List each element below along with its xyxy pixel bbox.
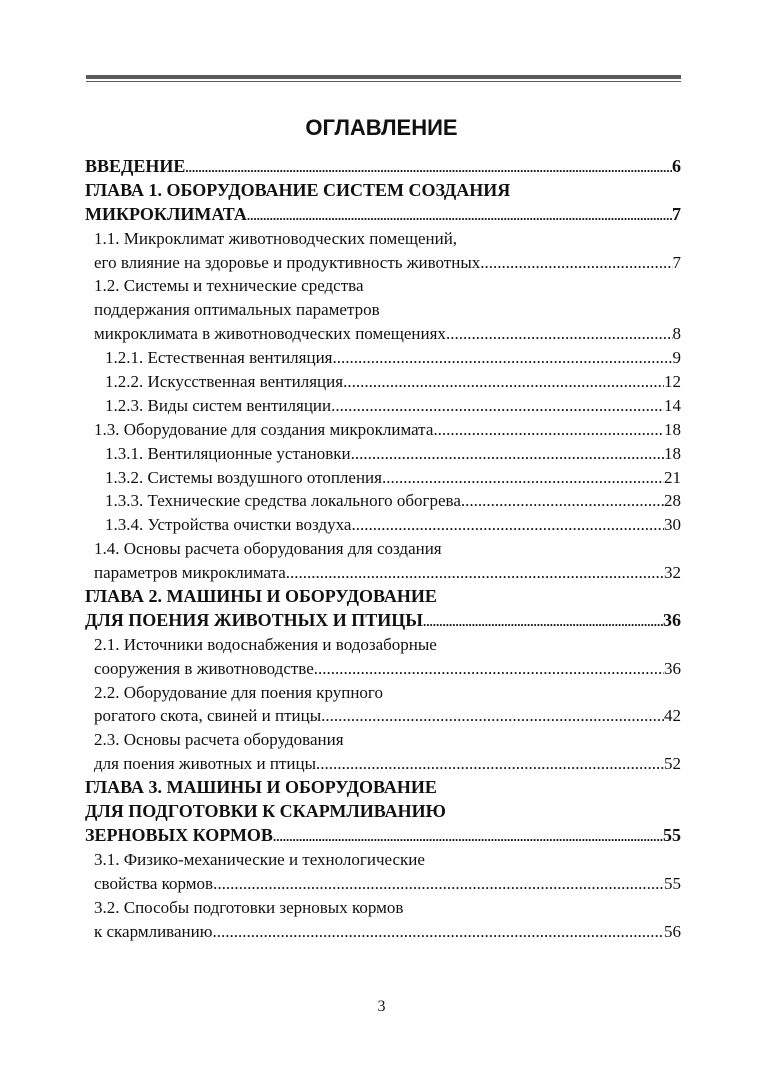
leader-dots: [423, 609, 663, 634]
toc-entry-1-2-2[interactable]: 1.2.2. Искусственная вентиляция ..... 12: [85, 370, 681, 394]
toc-entry-chapter-2-cont[interactable]: ДЛЯ ПОЕНИЯ ЖИВОТНЫХ И ПТИЦЫ ..... 36: [85, 609, 681, 633]
page-ref: 55: [664, 873, 681, 893]
toc-entry-chapter-3-cont[interactable]: ДЛЯ ПОДГОТОВКИ К СКАРМЛИВАНИЮ: [85, 801, 446, 822]
leader-dots: [480, 251, 672, 275]
toc-entry-1-3-2[interactable]: 1.3.2. Системы воздушного отопления ..... 21: [85, 466, 681, 490]
page-ref: 18: [664, 443, 681, 463]
page-ref: 14: [664, 395, 681, 415]
toc-entry-1-3-4[interactable]: 1.3.4. Устройства очистки воздуха ..... 30: [85, 513, 681, 537]
table-of-contents: [85, 155, 681, 943]
toc-entry-chapter-3-cont2[interactable]: ЗЕРНОВЫХ КОРМОВ ..... 55: [85, 824, 681, 848]
page-ref: 55: [663, 824, 681, 845]
toc-entry-1-2[interactable]: 1.2. Системы и технические средства: [94, 276, 364, 296]
toc-entry-3-1[interactable]: 3.1. Физико-механические и технологические: [94, 849, 425, 869]
page-ref: 7: [672, 203, 681, 224]
page-ref: 36: [663, 609, 681, 630]
toc-entry-chapter-1-cont[interactable]: МИКРОКЛИМАТА ..... 7: [85, 203, 681, 227]
page-ref: 36: [664, 658, 681, 678]
toc-entry-3-2-cont[interactable]: к скармливанию ..... 56: [85, 920, 681, 944]
leader-dots: [351, 513, 664, 537]
page-ref: 12: [664, 372, 681, 392]
page-ref: 52: [664, 754, 681, 774]
toc-entry-chapter-3[interactable]: ГЛАВА 3. МАШИНЫ И ОБОРУДОВАНИЕ: [85, 777, 437, 798]
toc-entry-3-1-cont[interactable]: свойства кормов ..... 55: [85, 872, 681, 896]
leader-dots: [314, 657, 664, 681]
toc-entry-2-3[interactable]: 2.3. Основы расчета оборудования: [94, 730, 344, 750]
leader-dots: [286, 561, 664, 585]
toc-entry-1-3-3[interactable]: 1.3.3. Технические средства локального обогрева ..... 28: [85, 489, 681, 513]
toc-entry-2-2[interactable]: 2.2. Оборудование для поения крупного: [94, 682, 383, 702]
toc-entry-2-3-cont[interactable]: для поения животных и птицы ..... 52: [85, 752, 681, 776]
toc-entry-1-2-cont2[interactable]: микроклимата в животноводческих помещениях ..... 8: [85, 322, 681, 346]
leader-dots: [247, 203, 672, 228]
toc-entry-1-2-cont[interactable]: поддержания оптимальных параметров: [94, 300, 380, 320]
toc-entry-1-3[interactable]: 1.3. Оборудование для создания микроклимата ..... 18: [85, 418, 681, 442]
top-rule-thin: [86, 81, 681, 82]
toc-entry-2-2-cont[interactable]: рогатого скота, свиней и птицы ..... 42: [85, 704, 681, 728]
toc-entry-intro[interactable]: ВВЕДЕНИЕ ..... 6: [85, 155, 681, 179]
page-title: ОГЛАВЛЕНИЕ: [305, 115, 458, 140]
page-ref: 30: [664, 515, 681, 535]
page-ref: 32: [664, 563, 681, 583]
top-rule-thick: [86, 75, 681, 79]
toc-entry-1-4-cont[interactable]: параметров микроклимата ..... 32: [85, 561, 681, 585]
toc-entry-1-1-cont[interactable]: его влияние на здоровье и продуктивность животных ..... 7: [85, 251, 681, 275]
toc-entry-chapter-1[interactable]: ГЛАВА 1. ОБОРУДОВАНИЕ СИСТЕМ СОЗДАНИЯ: [85, 179, 511, 200]
page-number: 3: [377, 998, 386, 1015]
toc-entry-1-2-1[interactable]: 1.2.1. Естественная вентиляция ..... 9: [85, 346, 681, 370]
leader-dots: [446, 322, 673, 346]
page-ref: 28: [664, 491, 681, 511]
page-ref: 18: [664, 419, 681, 439]
page-ref: 56: [664, 921, 681, 941]
toc-entry-2-1-cont[interactable]: сооружения в животноводстве ..... 36: [85, 657, 681, 681]
leader-dots: [333, 346, 673, 370]
page-ref: 42: [664, 706, 681, 726]
page-ref: 6: [672, 156, 681, 176]
toc-entry-1-2-3[interactable]: 1.2.3. Виды систем вентиляции ..... 14: [85, 394, 681, 418]
page-ref: 7: [672, 252, 681, 272]
page-ref: 8: [672, 324, 681, 344]
page-ref: 21: [664, 467, 681, 487]
leader-dots: [213, 872, 664, 896]
leader-dots: [321, 704, 664, 728]
toc-entry-1-1[interactable]: 1.1. Микроклимат животноводческих помещений,: [94, 228, 458, 248]
leader-dots: [273, 824, 663, 849]
leader-dots: [351, 442, 664, 466]
toc-entry-1-3-1[interactable]: 1.3.1. Вентиляционные установки ..... 18: [85, 442, 681, 466]
leader-dots: [382, 466, 664, 490]
toc-entry-chapter-2[interactable]: ГЛАВА 2. МАШИНЫ И ОБОРУДОВАНИЕ: [85, 586, 437, 607]
leader-dots: [331, 394, 664, 418]
toc-entry-3-2[interactable]: 3.2. Способы подготовки зерновых кормов: [94, 897, 404, 917]
toc-entry-2-1[interactable]: 2.1. Источники водоснабжения и водозаборные: [94, 634, 437, 654]
leader-dots: [185, 155, 672, 180]
leader-dots: [433, 418, 664, 442]
leader-dots: [316, 752, 664, 776]
page-ref: 9: [672, 348, 681, 368]
leader-dots: [343, 370, 664, 394]
leader-dots: [461, 489, 664, 513]
toc-entry-1-4[interactable]: 1.4. Основы расчета оборудования для создания: [94, 539, 442, 559]
leader-dots: [212, 920, 664, 944]
